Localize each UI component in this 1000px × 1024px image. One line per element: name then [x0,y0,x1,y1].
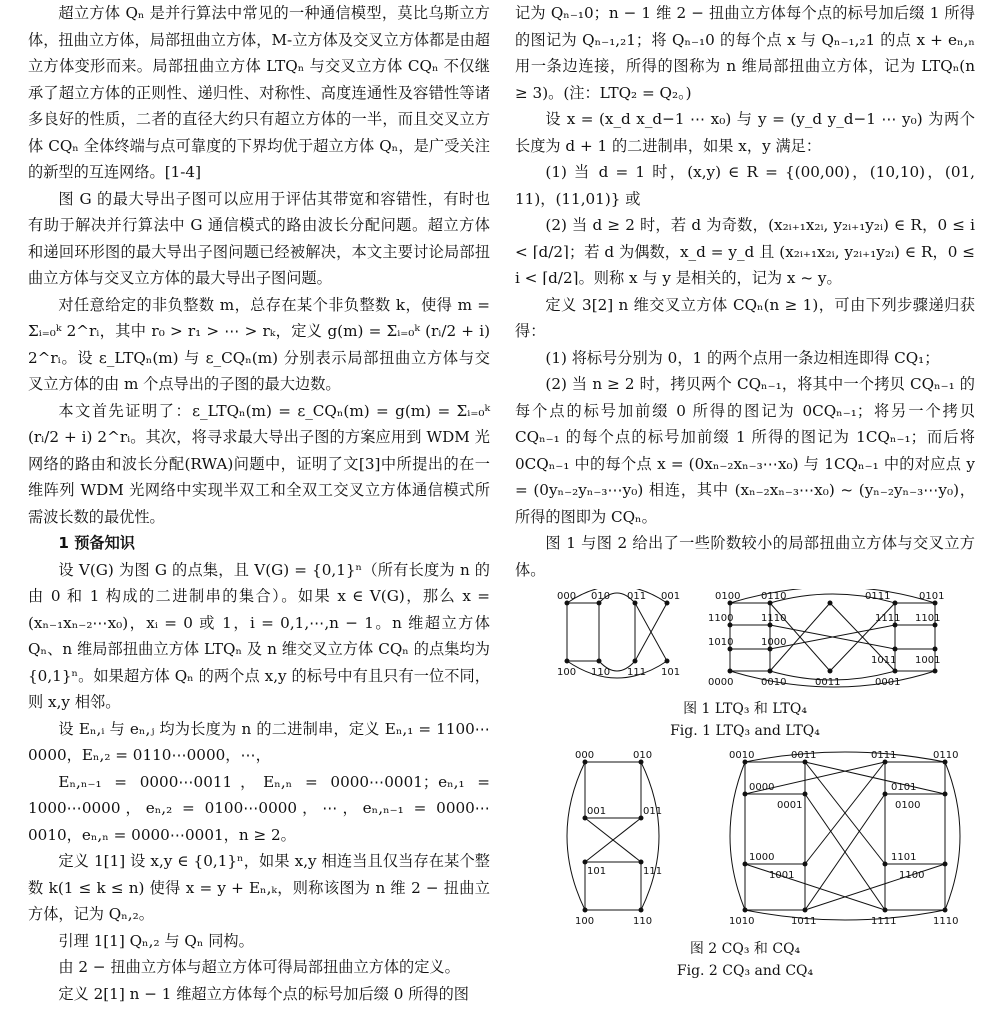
node-label: 0110 [933,749,959,761]
node-label: 1010 [729,915,755,927]
figure-2 [515,748,975,983]
node-label: 1000 [749,851,775,863]
node-label: 0000 [708,677,734,688]
definition-3: 定义 3[2] n 维交叉立方体 CQₙ(n ≥ 1)，可由下列步骤递归获得： [515,295,975,340]
paragraph: 超立方体 Qₙ 是并行算法中常见的一种通信模型，莫比乌斯立方体，扭曲立方体，局部扭曲立方体，M-立方体及交叉立方体都是由超立方体变形而来。局部扭曲立方体 LTQₙ 与交叉立方体 CQₙ 不仅继承了超立方体的正则性、递归性、对称性、高度连通性及容错性等诸多良好的性质，二者的直径大约只有超立方体的一半，而且交叉立方体 CQₙ 全体终端与点可靠度的下界均优于超立方体 Qₙ，是广受关注的新型的互连网络。[1-4] [28,4,490,181]
node-label: 101 [587,865,607,877]
node-label: 1100 [708,613,734,624]
node-label: 1100 [899,869,925,881]
node-label: 0100 [715,591,741,602]
figure-1-graphs [515,589,975,689]
node-label: 1101 [915,613,941,624]
definition-2: 定义 2[1] n − 1 维超立方体每个点的标号加后缀 0 所得的图 [58,984,469,1003]
node-label: 100 [557,667,577,678]
node-label: 1110 [933,915,959,927]
paragraph: 设 V(G) 为图 G 的点集，且 V(G) = {0,1}ⁿ（所有长度为 n 的由 0 和 1 构成的二进制串的集合）。如果 x ∈ V(G)，那么 x = (xₙ₋₁xₙ₋₂⋯x₀)，xᵢ = 0 或 1，i = 0,1,⋯,n − 1。n 维超立方体 Qₙ、n 维局部扭曲立方体 LTQₙ 及 n 维交叉立方体 CQₙ 的点集均为 {0,1}ⁿ。如果超方体 Qₙ 的两个点 x,y 的标号中有且只有一位不同，则 x,y 相邻。 [28,560,490,711]
node-label: 0110 [761,591,787,602]
node-label: 0111 [865,591,891,602]
node-label: 0111 [871,749,897,761]
node-label: 1111 [875,613,901,624]
paragraph: 本文首先证明了：ε_LTQₙ(m) = ε_CQₙ(m) = g(m) = Σᵢ₌₀ᵏ (rᵢ/2 + i) 2^rᵢ。其次，将寻求最大导出子图的方案应用到 WDM 光网络的路由和波长分配(RWA)问题中，证明了文[3]中所提出的在一维阵列 WDM 光网络中实现半双工和全双工交叉立方体通信模式所需波长数的最优性。 [28,401,490,526]
paragraph: (1) 将标号分别为 0，1 的两个点用一条边相连即得 CQ₁； [545,348,940,367]
node-label: 0011 [815,677,841,688]
paragraph: 设 x = (x_d x_d−1 ⋯ x₀) 与 y = (y_d y_d−1 ⋯ y₀) 为两个长度为 d + 1 的二进制串，如果 x，y 满足： [515,110,975,155]
figure-1 [515,589,975,742]
paragraph: 对任意给定的非负整数 m，总存在某个非负整数 k，使得 m = Σᵢ₌₀ᵏ 2^rᵢ，其中 r₀ > r₁ > ⋯ > rₖ，定义 g(m) = Σᵢ₌₀ᵏ (rᵢ/2 + i) 2^rᵢ。设 ε_LTQₙ(m) 与 ε_CQₙ(m) 分别表示局部扭曲立方体与交叉立方体的由 m 个点导出的子图的最大边数。 [28,295,490,393]
node-label: 1001 [769,869,795,881]
node-label: 0101 [891,781,917,793]
node-label: 000 [557,591,577,602]
node-label: 111 [627,667,647,678]
node-label: 0100 [895,799,921,811]
paragraph: Eₙ,ₙ₋₁ = 0000⋯0011，Eₙ,ₙ = 0000⋯0001；eₙ,₁ = 1000⋯0000，eₙ,₂ = 0100⋯0000，⋯，eₙ,ₙ₋₁ = 0000⋯0010，eₙ,ₙ = 0000⋯0001，n ≥ 2。 [28,772,490,844]
node-label: 1101 [891,851,917,863]
node-label: 011 [627,591,647,602]
figure-2-caption-en: Fig. 2 CQ₃ and CQ₄ [676,963,814,979]
right-column [515,0,975,982]
paragraph: (2) 当 d ≥ 2 时，若 d 为奇数，(x₂ᵢ₊₁x₂ᵢ, y₂ᵢ₊₁y₂ᵢ) ∈ R，0 ≤ i < ⌈d/2⌉；若 d 为偶数，x_d = y_d 且 (x₂ᵢ₊₁x₂ᵢ, y₂ᵢ₊₁y₂ᵢ) ∈ R，0 ≤ i < ⌈d/2⌉。则称 x 与 y 是相关的，记为 x ~ y。 [515,216,975,287]
node-label: 101 [661,667,681,678]
paragraph: (2) 当 n ≥ 2 时，拷贝两个 CQₙ₋₁，将其中一个拷贝 CQₙ₋₁ 的每个点的标号加前缀 0 所得的图记为 0CQₙ₋₁；将另一个拷贝 CQₙ₋₁ 的每个点的标号加前缀 1 所得的图记为 1CQₙ₋₁；而后将 0CQₙ₋₁ 中的每个点 x = (0xₙ₋₂xₙ₋₃⋯x₀) 与 1CQₙ₋₁ 中的对应点 y = (0yₙ₋₂yₙ₋₃⋯y₀) 相连，其中 (xₙ₋₂xₙ₋₃⋯x₀) ~ (yₙ₋₂yₙ₋₃⋯y₀)，所得的图即为 CQₙ。 [515,375,975,526]
lemma-1: 引理 1[1] Qₙ,₂ 与 Qₙ 同构。 [58,931,254,950]
node-label: 001 [661,591,681,602]
figure-1-caption-cn: 图 1 LTQ₃ 和 LTQ₄ [683,700,807,717]
node-label: 001 [587,805,607,817]
ltq4-graph [708,589,944,688]
paragraph: 图 G 的最大导出子图可以应用于评估其带宽和容错性，有时也有助于解决并行算法中 G 通信模式的路由波长分配问题。超立方体和递回环形图的最大导出子图问题已经被解决，本文主要讨论局部扭曲立方体与交叉立方体的最大导出子图问题。 [28,189,490,287]
ltq3-graph [557,589,680,678]
node-label: 010 [591,591,611,602]
section-heading: 1 预备知识 [58,534,135,552]
node-label: 000 [575,749,595,761]
node-label: 0010 [729,749,755,761]
node-label: 0001 [875,677,901,688]
node-label: 1011 [871,655,897,666]
node-label: 0011 [791,749,817,761]
paragraph: 设 Eₙ,ᵢ 与 eₙ,ⱼ 均为长度为 n 的二进制串，定义 Eₙ,₁ = 1100⋯0000，Eₙ,₂ = 0110⋯0000，⋯， [28,719,490,764]
node-label: 1110 [761,613,787,624]
figure-2-caption-cn: 图 2 CQ₃ 和 CQ₄ [689,941,801,957]
cq4-graph [729,750,960,927]
figure-2-graphs [515,748,975,930]
figure-1-caption-en: Fig. 1 LTQ₃ and LTQ₄ [670,722,820,739]
node-label: 1001 [915,655,941,666]
node-label: 0101 [919,591,945,602]
paragraph: 记为 Qₙ₋₁0；n − 1 维 2 − 扭曲立方体每个点的标号加后缀 1 所得的图记为 Qₙ₋₁,₂1；将 Qₙ₋₁0 的每个点 x 与 Qₙ₋₁,₂1 的点 x + eₙ,ₙ 用一条边连接，所得的图称为 n 维局部扭曲立方体，记为 LTQₙ(n ≥ 3)。(注：LTQ₂ = Q₂。) [515,4,975,102]
node-label: 1010 [708,637,734,648]
paragraph: (1) 当 d = 1 时，(x,y) ∈ R = {(00,00)，(10,10)，(01, 11)，(11,01)} 或 [515,163,975,208]
node-label: 0010 [761,677,787,688]
node-label: 100 [575,915,595,927]
definition-1: 定义 1[1] 设 x,y ∈ {0,1}ⁿ，如果 x,y 相连当且仅当存在某个整数 k(1 ≤ k ≤ n) 使得 x = y + Eₙ,ₖ，则称该图为 n 维 2 − 扭曲立方体，记为 Qₙ,₂。 [28,852,490,923]
node-label: 0001 [777,799,803,811]
node-label: 1011 [791,915,817,927]
left-column [28,0,490,1007]
cq3-graph [567,750,662,927]
node-label: 110 [633,915,653,927]
node-label: 010 [633,749,653,761]
paragraph: 图 1 与图 2 给出了一些阶数较小的局部扭曲立方体与交叉立方体。 [515,534,975,579]
node-label: 1111 [871,915,897,927]
node-label: 1000 [761,637,787,648]
node-label: 0000 [749,781,775,793]
paragraph: 由 2 − 扭曲立方体与超立方体可得局部扭曲立方体的定义。 [58,958,460,976]
node-label: 011 [643,805,663,817]
node-label: 111 [643,865,663,877]
node-label: 110 [591,667,611,678]
